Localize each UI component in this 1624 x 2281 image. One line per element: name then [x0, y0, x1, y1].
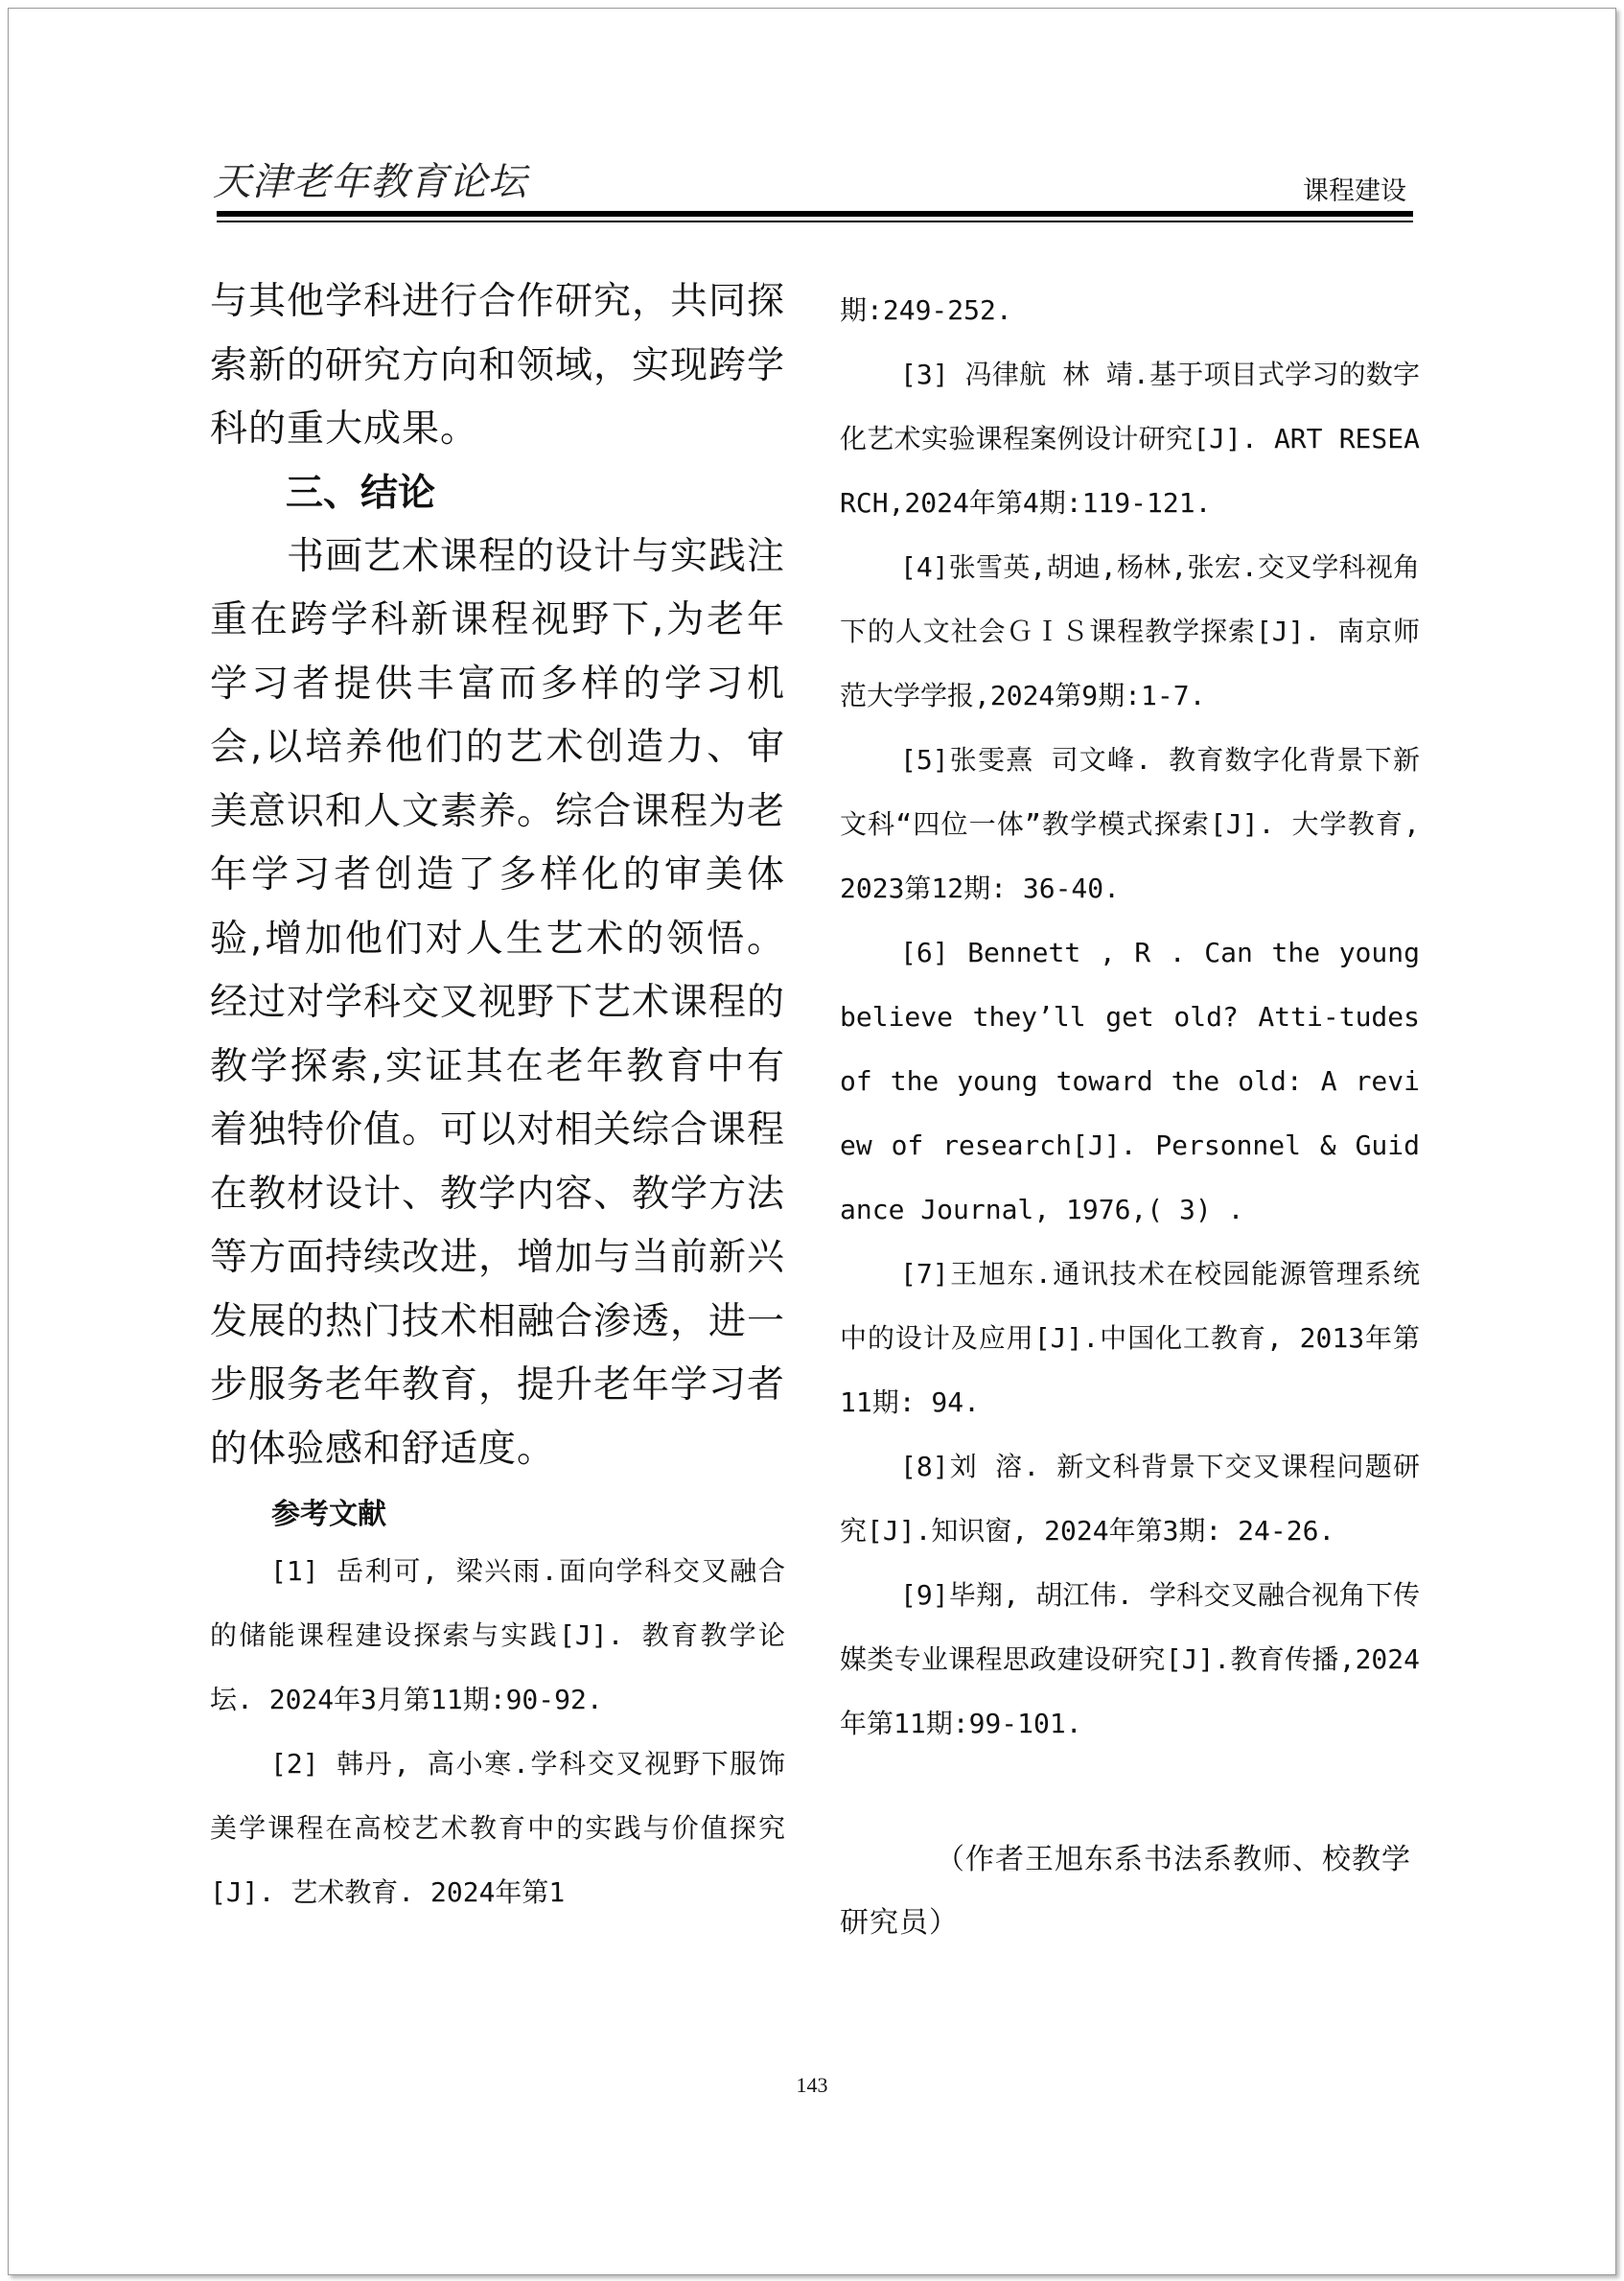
header-rule-thin: [217, 221, 1413, 222]
reference-item-continued: 期:249-252.: [840, 294, 1012, 326]
intro-paragraph: 与其他学科进行合作研究，共同探索新的研究方向和领域，实现跨学科的重大成果。: [210, 280, 786, 451]
left-column: [210, 270, 785, 1924]
reference-item: [4]张雪英,胡迪,杨林,张宏.交叉学科视角下的人文社会ＧＩＳ课程教学探索[J]. 南京师范大学学报,2024第9期:1-7.: [840, 551, 1420, 711]
author-note: （作者王旭东系书法系教师、校教学研究员）: [840, 1843, 1411, 1940]
reference-item: [6] Bennett , R . Can the young believe they’ll get old? Atti-tudes of the young toward the old: A review of research[J]. Personnel & Guidance Journal, 1976,( 3) .: [840, 937, 1420, 1225]
reference-item: [8]刘 溶. 新文科背景下交叉课程问题研究[J].知识窗, 2024年第3期: 24-26.: [840, 1451, 1420, 1547]
reference-item: [7]王旭东.通讯技术在校园能源管理系统中的设计及应用[J].中国化工教育, 2013年第11期: 94.: [840, 1258, 1420, 1418]
reference-item: [5]张雯熹 司文峰. 教育数字化背景下新文科“四位一体”教学模式探索[J]. 大学教育, 2023第12期: 36-40.: [840, 744, 1420, 904]
conclusion-paragraph: 书画艺术课程的设计与实践注重在跨学科新课程视野下,为老年学习者提供丰富而多样的学习机会,以培养他们的艺术创造力、审美意识和人文素养。综合课程为老年学习者创造了多样化的审美体验,增加他们对人生艺术的领悟。经过对学科交叉视野下艺术课程的教学探索,实证其在老年教育中有着独特价值。可以对相关综合课程在教材设计、教学内容、教学方法等方面持续改进，增加与当前新兴发展的热门技术相融合渗透，进一步服务老年教育，提升老年学习者的体验感和舒适度。: [210, 534, 786, 1471]
journal-masthead: 天津老年教育论坛: [213, 160, 527, 204]
header-rule-thick: [217, 211, 1413, 217]
conclusion-heading: 三、结论: [286, 471, 436, 515]
right-column: [840, 278, 1420, 1955]
page-number: 143: [796, 2073, 828, 2097]
reference-item: [3] 冯律航 林 靖.基于项目式学习的数字化艺术实验课程案例设计研究[J]. ART RESEARCH,2024年第4期:119-121.: [840, 359, 1420, 519]
reference-item: [1] 岳利可, 梁兴雨.面向学科交叉融合的储能课程建设探索与实践[J]. 教育教学论坛. 2024年3月第11期:90-92.: [210, 1555, 785, 1715]
section-label: 课程建设: [1303, 176, 1406, 206]
reference-item: [9]毕翔, 胡江伟. 学科交叉融合视角下传媒类专业课程思政建设研究[J].教育传播,2024年第11期:99-101.: [840, 1579, 1420, 1739]
references-title: 参考文献: [271, 1498, 386, 1531]
reference-item: [2] 韩丹, 高小寒.学科交叉视野下服饰美学课程在高校艺术教育中的实践与价值探究[J]. 艺术教育. 2024年第1: [210, 1748, 785, 1908]
